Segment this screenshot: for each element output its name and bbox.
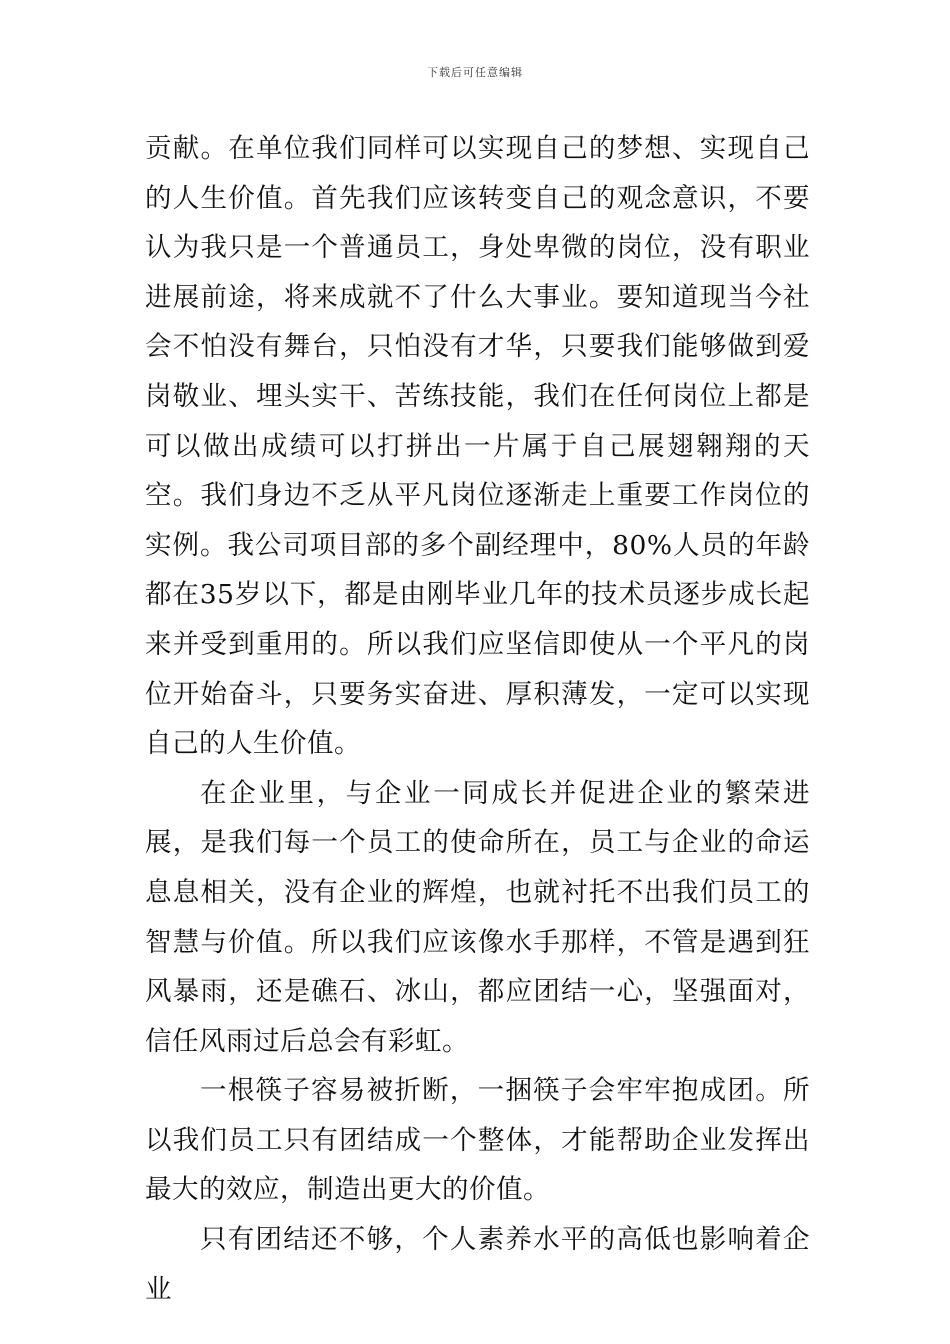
paragraph-2: 在企业里，与企业一同成长并促进企业的繁荣进展，是我们每一个员工的使命所在，员工与企业的命运息息相关，没有企业的辉煌，也就衬托不出我们员工的智慧与价值。所以我们应该像水手那样，不管是遇到狂风暴雨，还是礁石、冰山，都应团结一心，坚强面对，信任风雨过后总会有彩虹。	[145, 777, 810, 1057]
paragraph-1: 贡献。在单位我们同样可以实现自己的梦想、实现自己的人生价值。首先我们应该转变自己的观念意识，不要认为我只是一个普通员工，身处卑微的岗位，没有职业进展前途，将来成就不了什么大事业。要知道现当今社会不怕没有舞台，只怕没有才华，只要我们能够做到爱岗敬业、埋头实干、苦练技能，我们在任何岗位上都是可以做出成绩可以打拼出一片属于自己展翅翱翔的天空。我们身边不乏从平凡岗位逐渐走上重要工作岗位的实例。我公司项目部的多个副经理中，80%人员的年龄都在35岁以下，都是由刚毕业几年的技术员逐步成长起来并受到重用的。所以我们应坚信即使从一个平凡的岗位开始奋斗，只要务实奋进、厚积薄发，一定可以实现自己的人生价值。	[145, 133, 810, 760]
paragraph-3: 一根筷子容易被折断，一捆筷子会牢牢抱成团。所以我们员工只有团结成一个整体，才能帮助企业发挥出最大的效应，制造出更大的价值。	[145, 1075, 810, 1206]
paragraph-4: 只有团结还不够，个人素养水平的高低也影响着企业	[145, 1224, 810, 1305]
document-body	[145, 124, 810, 1314]
page-header: 下载后可任意编辑	[427, 66, 523, 79]
